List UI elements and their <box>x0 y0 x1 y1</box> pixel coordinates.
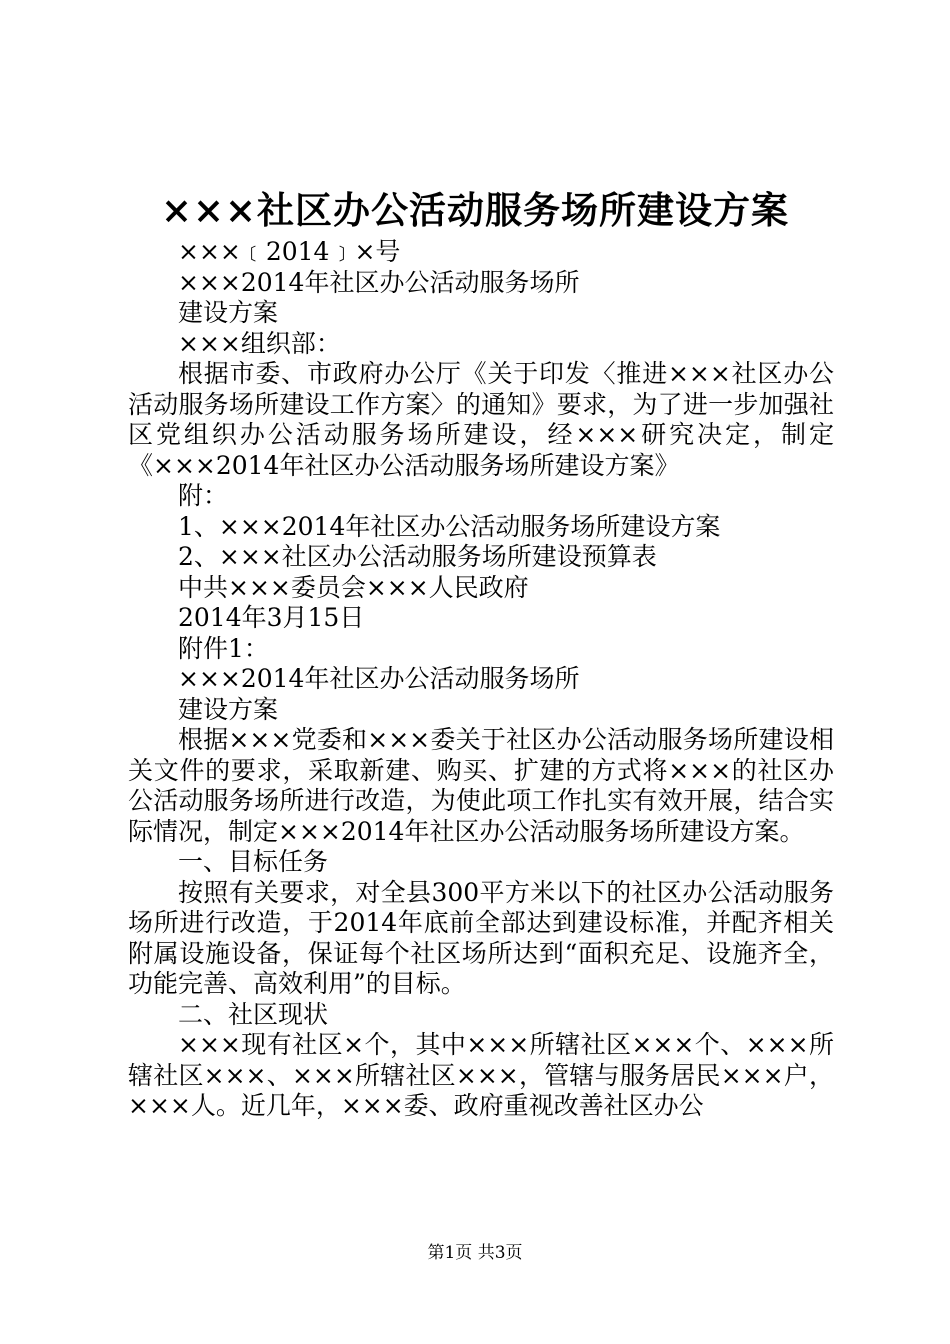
page-footer: 第1页 共3页 <box>427 1243 523 1263</box>
attachment-2: 2、×××社区办公活动服务场所建设预算表 <box>178 542 657 571</box>
paragraph-1: 根据市委、市政府办公厅《关于印发〈推进×××社区办公活动服务场所建设工作方案〉的通知》要求，为了进一步加强社区党组织办公活动服务场所建设，经×××研究决定，制定《×××2014年社区办公活动服务场所建设方案》 <box>128 359 834 480</box>
heading-line-2: 建设方案 <box>178 298 279 327</box>
annex-heading-line-2: 建设方案 <box>178 694 279 724</box>
paragraph-3: 按照有关要求，对全县300平方米以下的社区办公活动服务场所进行改造，于2014年底前全部达到建设标准，并配齐相关附属设施设备，保证每个社区场所达到“面积充足、设施齐全，功能完善、高效利用”的目标。 <box>128 877 834 998</box>
paragraph-2: 根据×××党委和×××委关于社区办公活动服务场所建设相关文件的要求，采取新建、购买、扩建的方式将×××的社区办公活动服务场所进行改造，为使此项工作扎实有效开展，结合实际情况，制定×××2014年社区办公活动服务场所建设方案。 <box>128 725 834 846</box>
doc-number: ×××﹝2014﹞×号 <box>178 237 401 266</box>
document-title: ×××社区办公活动服务场所建设方案 <box>160 188 789 232</box>
attachment-1: 1、×××2014年社区办公活动服务场所建设方案 <box>178 511 721 541</box>
attachments-label: 附： <box>178 481 229 510</box>
paragraph-4: ×××现有社区×个，其中×××所辖社区×××个、×××所辖社区×××、×××所辖社区×××，管辖与服务居民×××户，×××人。近几年，×××委、政府重视改善社区办公 <box>128 1030 834 1120</box>
section-2-heading: 二、社区现状 <box>178 999 329 1029</box>
section-1-heading: 一、目标任务 <box>178 847 329 876</box>
annex-heading-line-1: ×××2014年社区办公活动服务场所 <box>178 664 580 693</box>
heading-line-1: ×××2014年社区办公活动服务场所 <box>178 267 580 297</box>
annex-label: 附件1： <box>178 633 269 663</box>
date: 2014年3月15日 <box>178 603 365 632</box>
document-body <box>128 237 834 1122</box>
recipient: ×××组织部： <box>178 328 341 358</box>
issuer: 中共×××委员会×××人民政府 <box>178 572 529 602</box>
